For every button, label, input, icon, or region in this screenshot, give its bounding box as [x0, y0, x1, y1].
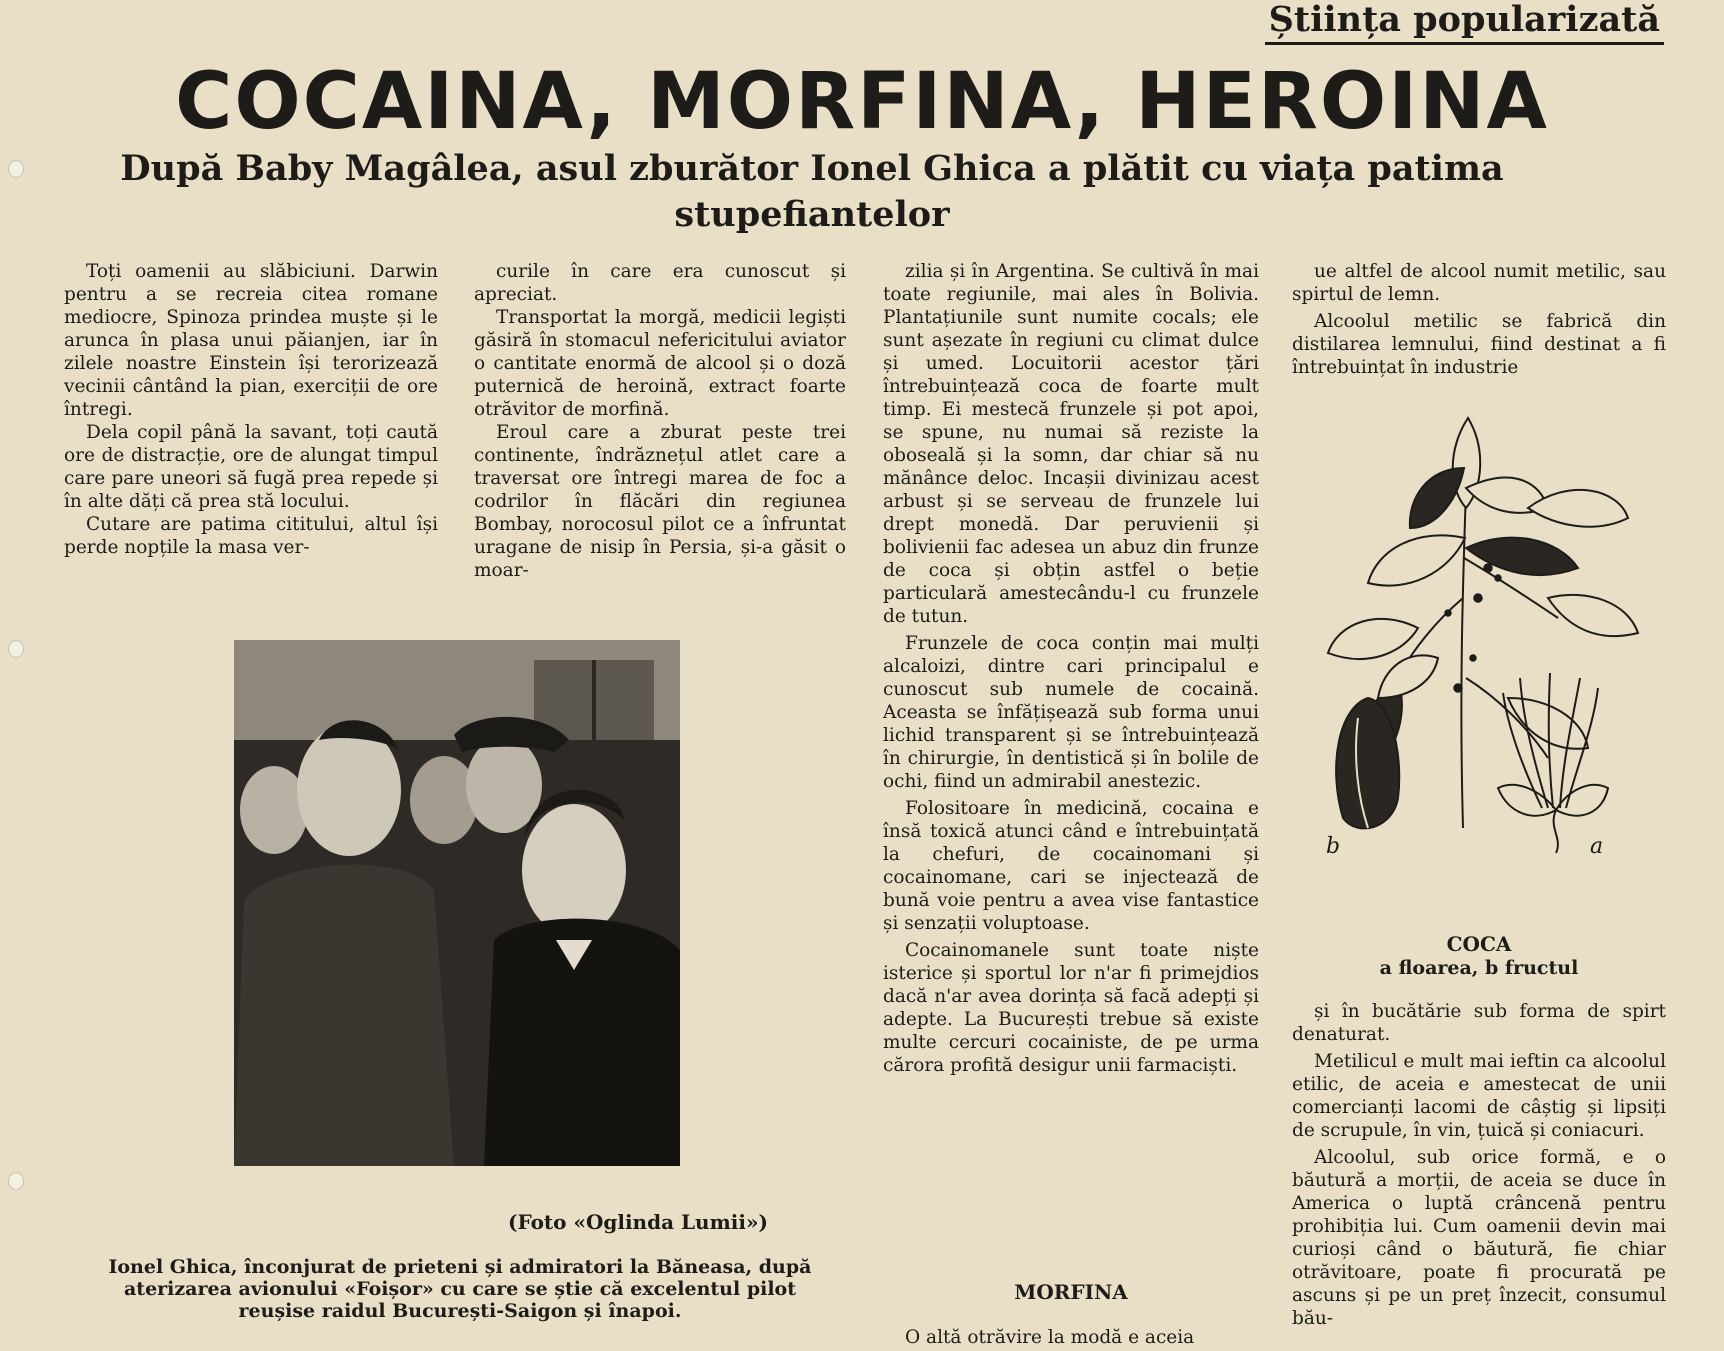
paragraph: ue altfel de alcool numit metilic, sau spirtul de lemn. — [1292, 261, 1666, 305]
article-column-3-continued — [883, 1326, 1259, 1349]
photo-caption: Ionel Ghica, înconjurat de prieteni și admiratori la Băneasa, după aterizarea avionului «Foișor» cu care se știe că excelentul pilot reușise raidul București-Saigon și înapoi. — [108, 1256, 812, 1322]
paragraph: O altă otrăvire la modă e aceia — [905, 1327, 1195, 1348]
flower-clusters — [1445, 564, 1501, 692]
label-b: b — [1326, 834, 1341, 859]
binding-hole — [8, 640, 24, 658]
article-column-3 — [883, 260, 1259, 1077]
paragraph: și în bucătărie sub forma de spirt denaturat. — [1292, 1001, 1666, 1045]
paragraph: Cutare are patima cititului, altul își perde nopțile la masa ver- — [64, 514, 438, 558]
article-column-4-continued — [1292, 1000, 1666, 1330]
paragraph: curile în care era cunoscut și apreciat. — [474, 261, 846, 305]
paragraph: Dela copil până la savant, toți caută ore de distracție, ore de alungat timpul care pare uneori să fugă prea repede și în alte dăți că prea stă locului. — [64, 422, 438, 512]
article-column-4 — [1292, 260, 1666, 379]
section-label: Știința popularizată — [1265, 0, 1664, 45]
photo-credit: (Foto «Oglinda Lumii») — [508, 1210, 768, 1234]
paragraph: zilia și în Argentina. Se cultivă în mai toate regiunile, mai ales în Bolivia. Plantațiunile sunt numite cocals; ele sunt așezate în regiuni cu climat dulce și umed. Locuitorii acestor țări întrebuințează coca de foarte mult timp. Ei mestecă frunzele și pot apoi, se spune, nu numai să reziste la oboseală și la somn, dar chiar să nu mănânce deloc. Incașii divinizau acest arbust și se serveau de frunzele lui drept monedă. Dar peruvienii și bolivienii fac adesea un abuz din frunze de coca și obțin astfel o beție particulară amestecându-l cu frunzele de tutun. — [883, 261, 1259, 627]
article-column-2 — [474, 260, 846, 582]
coca-plant-illustration — [1298, 398, 1672, 932]
binding-hole — [8, 1172, 24, 1190]
binding-hole — [8, 160, 24, 178]
headline: COCAINA, MORFINA, HEROINA — [175, 57, 1549, 147]
paragraph: Frunzele de coca conțin mai mulți alcaloizi, dintre cari principalul e cunoscut sub numele de cocaină. Aceasta se înfățișează sub forma unui lichid transparent și se întrebuințează în chirurgie, în dentistică și în bolile de ochi, fiind un admirabil anestezic. — [883, 633, 1259, 792]
figure-title: COCA — [1446, 932, 1512, 956]
section-heading-morfina: MORFINA — [1014, 1280, 1128, 1304]
label-a: a — [1590, 834, 1604, 859]
paragraph: Metilicul e mult mai ieftin ca alcoolul etilic, de aceia e amestecat de unii comercianți lacomi de câștig și lipsiți de scrupule, în vin, țuică și coniacuri. — [1292, 1051, 1666, 1141]
figure-subtitle: a floarea, b fructul — [1379, 957, 1579, 979]
paragraph: Cocainomanele sunt toate niște isterice și sportul lor n'ar fi primejdios dacă n'ar avea dorința să facă adepți și adepte. La București trebue să existe multe cercuri cocainiste, de pe urma cărora profită desigur unii farmaciști. — [883, 940, 1259, 1076]
subheadline: După Baby Magâlea, asul zburător Ionel Ghica a plătit cu viața patima stupefiantelor — [120, 148, 1504, 235]
news-photo — [234, 640, 680, 1166]
paragraph: Eroul care a zburat peste trei continente, îndrăznețul atlet care a traversat ore întregi marea de foc a codrilor în flăcări din regiunea Bombay, norocosul pilot ce a înfruntat uragane de nisip în Persia, și-a găsit o moar- — [474, 422, 846, 581]
paragraph: Transportat la morgă, medicii legiști găsiră în stomacul nefericitului aviator o cantitate enormă de alcool și o doză puternică de heroină, extract foarte otrăvitor de morfină. — [474, 307, 846, 420]
paragraph: Toți oamenii au slăbiciuni. Darwin pentru a se recreia citea romane mediocre, Spinoza prindea muște și le arunca în plasa unui păianjen, iar în zilele noastre Einstein își terorizează vecinii cântând la pian, exerciții de ore întregi. — [64, 261, 438, 420]
article-column-1 — [64, 260, 438, 559]
paragraph: Alcoolul metilic se fabrică din distilarea lemnului, fiind destinat a fi întrebuințat în industrie — [1292, 311, 1666, 378]
paragraph: Alcoolul, sub orice formă, e o băutură a morții, de aceia se duce în America o luptă crâncenă pentru prohibiția lui. Cum oamenii devin mai curioși când o băutură, fie chiar otrăvitoare, poate fi procurată pe ascuns și pe un preț înzecit, consumul bău- — [1292, 1147, 1666, 1329]
paragraph: Folositoare în medicină, cocaina e însă toxică atunci când e întrebuințată la chefuri, de cocainomani și cocainomane, cari se injectează de bună voie pentru a avea vise fantastice și senzații voluptoase. — [883, 798, 1259, 934]
